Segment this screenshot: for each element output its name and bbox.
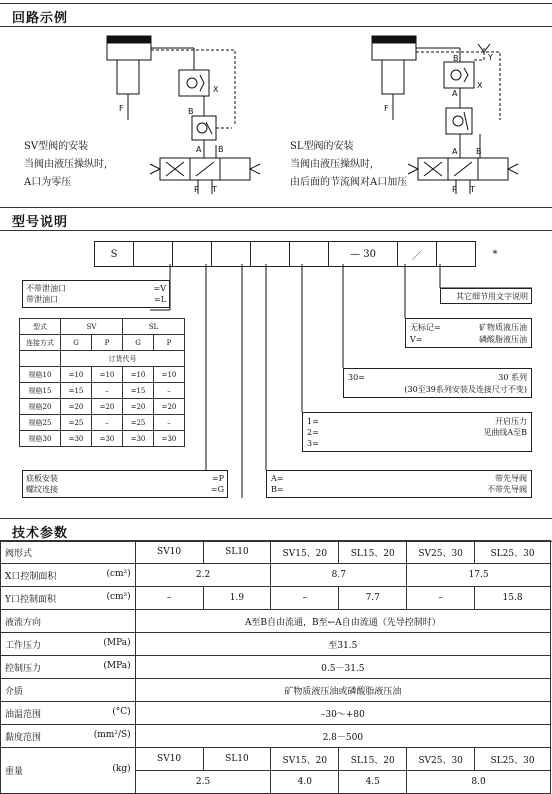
cell-text: SL10 [203,541,271,564]
cell-text: 3= [307,439,319,448]
cell-text: B= [271,485,284,494]
cell-text: (kg) [112,764,131,774]
cell-text: SL25、30 [475,541,551,564]
cell-text: 阀形式 [1,541,136,564]
cell-text: =20 [92,399,123,415]
table-row [20,383,185,399]
cell-text: (30至39系列安装及连接尺寸不变) [404,385,527,394]
code-cell-slash: ／ [398,242,437,267]
port-f-left: F [119,104,124,113]
cell-text: SL10 [203,748,271,771]
cell-text: 2= [307,428,319,437]
table-row [1,679,551,702]
cell-text: 连接方式 [20,335,61,351]
table-row [1,564,551,587]
cell-text: =G [210,485,224,494]
cell-text: G [61,335,92,351]
cell-text: – [92,415,123,431]
cell-text: (MPa) [103,660,131,671]
cell-text: 15.8 [475,587,551,610]
cell-text: 2.5 [135,771,271,794]
cell-text: =10 [61,367,92,383]
cell-text: 4.5 [339,771,407,794]
cell-text: 1= [307,417,319,426]
cell-text: 螺纹连接 [26,485,58,494]
cell-text: SV10 [135,541,203,564]
cell-text: =30 [61,431,92,447]
cell-text: =25 [61,415,92,431]
cell-text: 4.0 [271,771,339,794]
cell-text: 型式 [20,319,61,335]
table-row [1,587,551,610]
port-x-right: X [477,81,483,90]
cell-text: 规格20 [20,399,61,415]
cell-text: 介质 [1,679,136,702]
cell-text: SL型阀的安装 [290,141,354,152]
section-title: 技术参数 [12,526,69,541]
code-cell-series: — 30 [329,242,398,267]
cell-text: 0.5－31.5 [135,656,550,679]
table-row [20,367,185,383]
cell-text: 30 系列 [498,373,527,382]
port-p-left: P [194,185,199,194]
table-row [1,610,551,633]
cell-text: =30 [123,431,154,447]
cell-text: A= [271,474,284,483]
cell-text: =L [153,295,166,304]
code-cell-star: * [476,242,515,267]
table-row [1,656,551,679]
cell-text: =V [153,284,166,293]
cell-text: 重量 [5,767,24,777]
cell-text: (cm²) [106,591,131,602]
drain-options [22,280,170,308]
cell-text: Y口控制面积 [5,594,56,605]
cell-text: A至B自由流通，B至←A自由流通（先导控制时） [135,610,550,633]
cell-text: – [135,587,203,610]
pressure-options [302,412,532,452]
cell-text: G [123,335,154,351]
size-order-table [19,318,185,447]
cell-text: 矿物质液压油或磷酸脂液压油 [135,679,550,702]
cell-text: =15 [61,383,92,399]
cell-text: 8.0 [407,771,551,794]
cell-text: 无标记= [410,323,441,332]
cell-text: 7.7 [339,587,407,610]
cell-text: (mm²/S) [93,729,131,740]
table-row [1,748,551,771]
section-title: 型号说明 [12,215,69,230]
cell-text: 见曲线A至B [483,428,527,437]
cell-text: 规格15 [20,383,61,399]
table-row [20,431,185,447]
cell-text: (cm²) [106,568,131,579]
cell-text: 油温范围 [5,709,42,720]
cell-text: 黏度范围 [5,732,42,743]
cell-text: 2.2 [135,564,271,587]
other-details [440,288,532,304]
cell-text: 规格25 [20,415,61,431]
cell-text: A口为零压 [24,177,72,188]
series-option [343,368,532,398]
cell-text: =20 [61,399,92,415]
cell-text: 带泄油口 [26,295,58,304]
table-row [20,399,185,415]
cell-text: 规格10 [20,367,61,383]
tech-spec-table [0,540,551,794]
cell-text: 由后面的节流阀对A口加压 [290,177,408,188]
cell-text: =15 [123,383,154,399]
cell-text: SV [61,319,123,335]
section-title: 回路示例 [12,11,69,26]
cell-text: 带先导阀 [495,474,527,483]
section-header-tech [0,518,552,542]
cell-text: P [92,335,123,351]
cell-text: 不带泄油口 [26,284,66,293]
connection-options [22,470,228,498]
cell-text: SV25、30 [407,748,475,771]
port-a-left: A [196,145,202,154]
cell-text: SL25、30 [475,748,551,771]
cell-text: =30 [92,431,123,447]
port-b-left: B [188,107,194,116]
cell-text: =30 [154,431,185,447]
cell-text: 矿物质液压油 [479,323,527,332]
cell-text: – [271,587,339,610]
code-cell: S [95,242,134,267]
port-a2-right: A [452,147,458,156]
port-p-right: P [452,185,457,194]
cell-text: 控制压力 [5,663,42,674]
port-b-right: B [453,54,459,63]
cell-text: 规格30 [20,431,61,447]
cell-text: 17.5 [407,564,551,587]
cell-text: SV10 [135,748,203,771]
port-b2-left: B [218,145,224,154]
cell-text: 8.7 [271,564,407,587]
port-t-right: T [470,185,475,194]
cell-text: 底板安装 [26,474,58,483]
cell-text: P [154,335,185,351]
cell-text: 2.8－500 [135,725,550,748]
cell-text: – [92,383,123,399]
cell-text: 订货代号 [61,351,185,367]
cell-text: 工作压力 [5,640,42,651]
table-row [1,541,551,564]
fluid-options [405,318,532,348]
port-x-left: X [213,85,219,94]
cell-text: 液流方向 [1,610,136,633]
port-f-right: F [384,104,389,113]
cell-text: 磷酸脂液压油 [479,335,527,344]
cell-text: =10 [92,367,123,383]
cell-text: 30= [348,373,365,382]
port-t-left: T [212,185,217,194]
cell-text: 不带先导阀 [487,485,527,494]
cell-text: SL [123,319,185,335]
cell-text: =20 [123,399,154,415]
cell-text: X口控制面积 [5,571,57,582]
cell-text: 当阀由液压操纵时, [290,159,374,170]
table-row [1,633,551,656]
port-a-right: A [452,89,458,98]
pilot-options [266,470,532,498]
cell-text: SL15、20 [339,748,407,771]
table-row [1,702,551,725]
port-y-right: Y [488,53,493,62]
cell-text: 开启压力 [495,417,527,426]
cell-text: (°C) [112,706,131,717]
cell-text: 至31.5 [135,633,550,656]
cell-text: SV型阀的安装 [24,141,89,152]
cell-text: SL15、20 [339,541,407,564]
cell-text: =10 [123,367,154,383]
table-row [20,415,185,431]
cell-text: 当阀由液压操纵时, [24,159,108,170]
cell-text: SV25、30 [407,541,475,564]
cell-text: =10 [154,367,185,383]
port-b2-right: B [476,147,482,156]
cell-text: =P [211,474,224,483]
cell-text: SV15、20 [271,748,339,771]
cell-text: SV15、20 [271,541,339,564]
cell-text: =25 [123,415,154,431]
cell-text: – [407,587,475,610]
cell-text: – [154,415,185,431]
cell-text: –30～+80 [135,702,550,725]
cell-text: V= [410,335,423,344]
table-row [1,725,551,748]
cell-text: – [154,383,185,399]
cell-text: 1.9 [203,587,271,610]
cell-text: 其它细节用文字说明 [456,292,528,301]
cell-text: =20 [154,399,185,415]
cell-text: (MPa) [103,637,131,648]
